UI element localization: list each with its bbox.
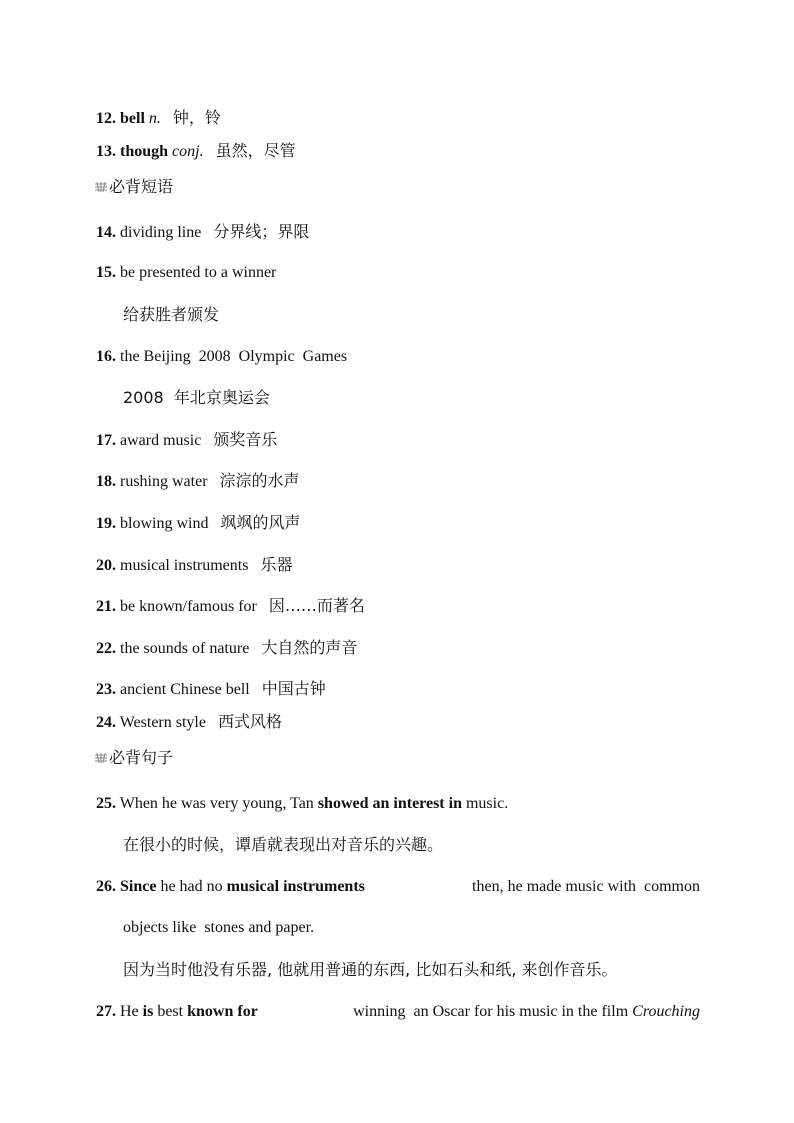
section-title: 必背短语: [109, 177, 174, 196]
phrase-english: ancient Chinese bell: [120, 681, 250, 698]
vocab-item-13: [96, 141, 296, 162]
phrase-item-15: [96, 263, 276, 283]
section-heading-phrases: [94, 177, 173, 197]
sentence-text: music.: [465, 795, 509, 812]
item-number: 27.: [96, 1003, 116, 1020]
sentence-item-25: [96, 794, 508, 814]
sentence-text: objects like stones and paper.: [123, 919, 315, 936]
sentence-chinese: 因为当时他没有乐器, 他就用普通的东西, 比如石头和纸, 来创作音乐。: [123, 960, 618, 979]
phrase-item-15-translation: [123, 305, 219, 326]
item-number: 18.: [96, 473, 116, 490]
phrase-english: musical instruments: [120, 557, 249, 574]
phrase-english: the Beijing 2008 Olympic Games: [120, 348, 348, 365]
phrase-chinese: 淙淙的水声: [219, 471, 300, 490]
item-number: 24.: [96, 714, 116, 731]
item-number: 25.: [96, 795, 116, 812]
item-number: 16.: [96, 348, 116, 365]
sentence-text: he had no: [160, 878, 223, 895]
part-of-speech: n.: [148, 110, 161, 127]
sentence-tail: [353, 1002, 700, 1022]
phrase-item-21: [96, 596, 365, 617]
sentence-keyword: Since: [120, 878, 157, 895]
phrase-item-16-translation: [123, 388, 270, 409]
vocab-word: though: [120, 143, 169, 160]
item-number: 17.: [96, 432, 116, 449]
sentence-item-27: [96, 1002, 700, 1022]
phrase-english: rushing water: [120, 473, 208, 490]
sentence-item-26: [96, 877, 700, 897]
phrase-chinese: 乐器: [260, 555, 293, 574]
phrase-chinese: 大自然的声音: [261, 638, 358, 657]
sentence-keyword: musical instruments: [226, 878, 365, 895]
phrase-chinese: 飒飒的风声: [220, 513, 301, 532]
phrase-chinese: 西式风格: [217, 712, 282, 731]
part-of-speech: conj.: [172, 143, 204, 160]
phrase-chinese: 2008 年北京奥运会: [123, 388, 270, 407]
item-number: 26.: [96, 878, 116, 895]
sentence-text: He: [120, 1003, 139, 1020]
phrase-item-14: [96, 222, 309, 243]
vocab-word: bell: [120, 110, 145, 127]
phrase-english: be known/famous for: [120, 598, 257, 615]
item-number: 19.: [96, 515, 116, 532]
section-heading-sentences: [94, 748, 173, 768]
sentence-text: winning an Oscar for his music in the film: [353, 1003, 629, 1020]
phrase-item-22: [96, 638, 357, 659]
item-number: 13.: [96, 143, 116, 160]
phrase-item-24: [96, 712, 282, 733]
film-title: Crouching: [632, 1003, 700, 1020]
sentence-lead: [96, 1002, 258, 1022]
vocab-item-12: [96, 108, 221, 129]
phrase-item-18: [96, 471, 300, 492]
phrase-item-19: [96, 513, 300, 534]
phrase-english: the sounds of nature: [120, 640, 250, 657]
sparkle-icon: [94, 181, 108, 193]
sentence-text: best: [157, 1003, 184, 1020]
sentence-lead: [96, 877, 365, 897]
item-number: 20.: [96, 557, 116, 574]
sentence-item-26-translation: [123, 960, 618, 981]
sentence-item-25-translation: [123, 835, 443, 856]
chinese-meaning: 虽然，尽管: [215, 141, 296, 160]
sentence-text: When he was very young, Tan: [119, 795, 314, 812]
phrase-chinese: 中国古钟: [261, 679, 326, 698]
item-number: 15.: [96, 264, 116, 281]
phrase-chinese: 分界线；界限: [213, 222, 310, 241]
phrase-english: award music: [120, 432, 202, 449]
sentence-keyword: is: [142, 1003, 154, 1020]
item-number: 14.: [96, 224, 116, 241]
sentence-keyword: known for: [187, 1003, 258, 1020]
phrase-english: dividing line: [120, 224, 202, 241]
phrase-item-23: [96, 679, 326, 700]
phrase-english: Western style: [119, 714, 206, 731]
chinese-meaning: 钟，铃: [172, 108, 221, 127]
phrase-chinese: 给获胜者颁发: [123, 305, 220, 324]
phrase-english: blowing wind: [120, 515, 209, 532]
item-number: 22.: [96, 640, 116, 657]
sentence-text: then, he made music with common: [472, 878, 700, 895]
phrase-item-20: [96, 555, 292, 576]
section-title: 必背句子: [109, 748, 174, 767]
phrase-chinese: 颁奖音乐: [213, 430, 278, 449]
phrase-item-17: [96, 430, 277, 451]
item-number: 21.: [96, 598, 116, 615]
item-number: 23.: [96, 681, 116, 698]
item-number: 12.: [96, 110, 116, 127]
phrase-item-16: [96, 347, 347, 367]
sentence-item-26-line2: [123, 918, 314, 938]
phrase-english: be presented to a winner: [120, 264, 277, 281]
phrase-chinese: 因……而著名: [268, 596, 365, 615]
sentence-chinese: 在很小的时候，谭盾就表现出对音乐的兴趣。: [123, 835, 444, 854]
sentence-keyword: showed an interest in: [317, 795, 462, 812]
sparkle-icon: [94, 752, 108, 764]
